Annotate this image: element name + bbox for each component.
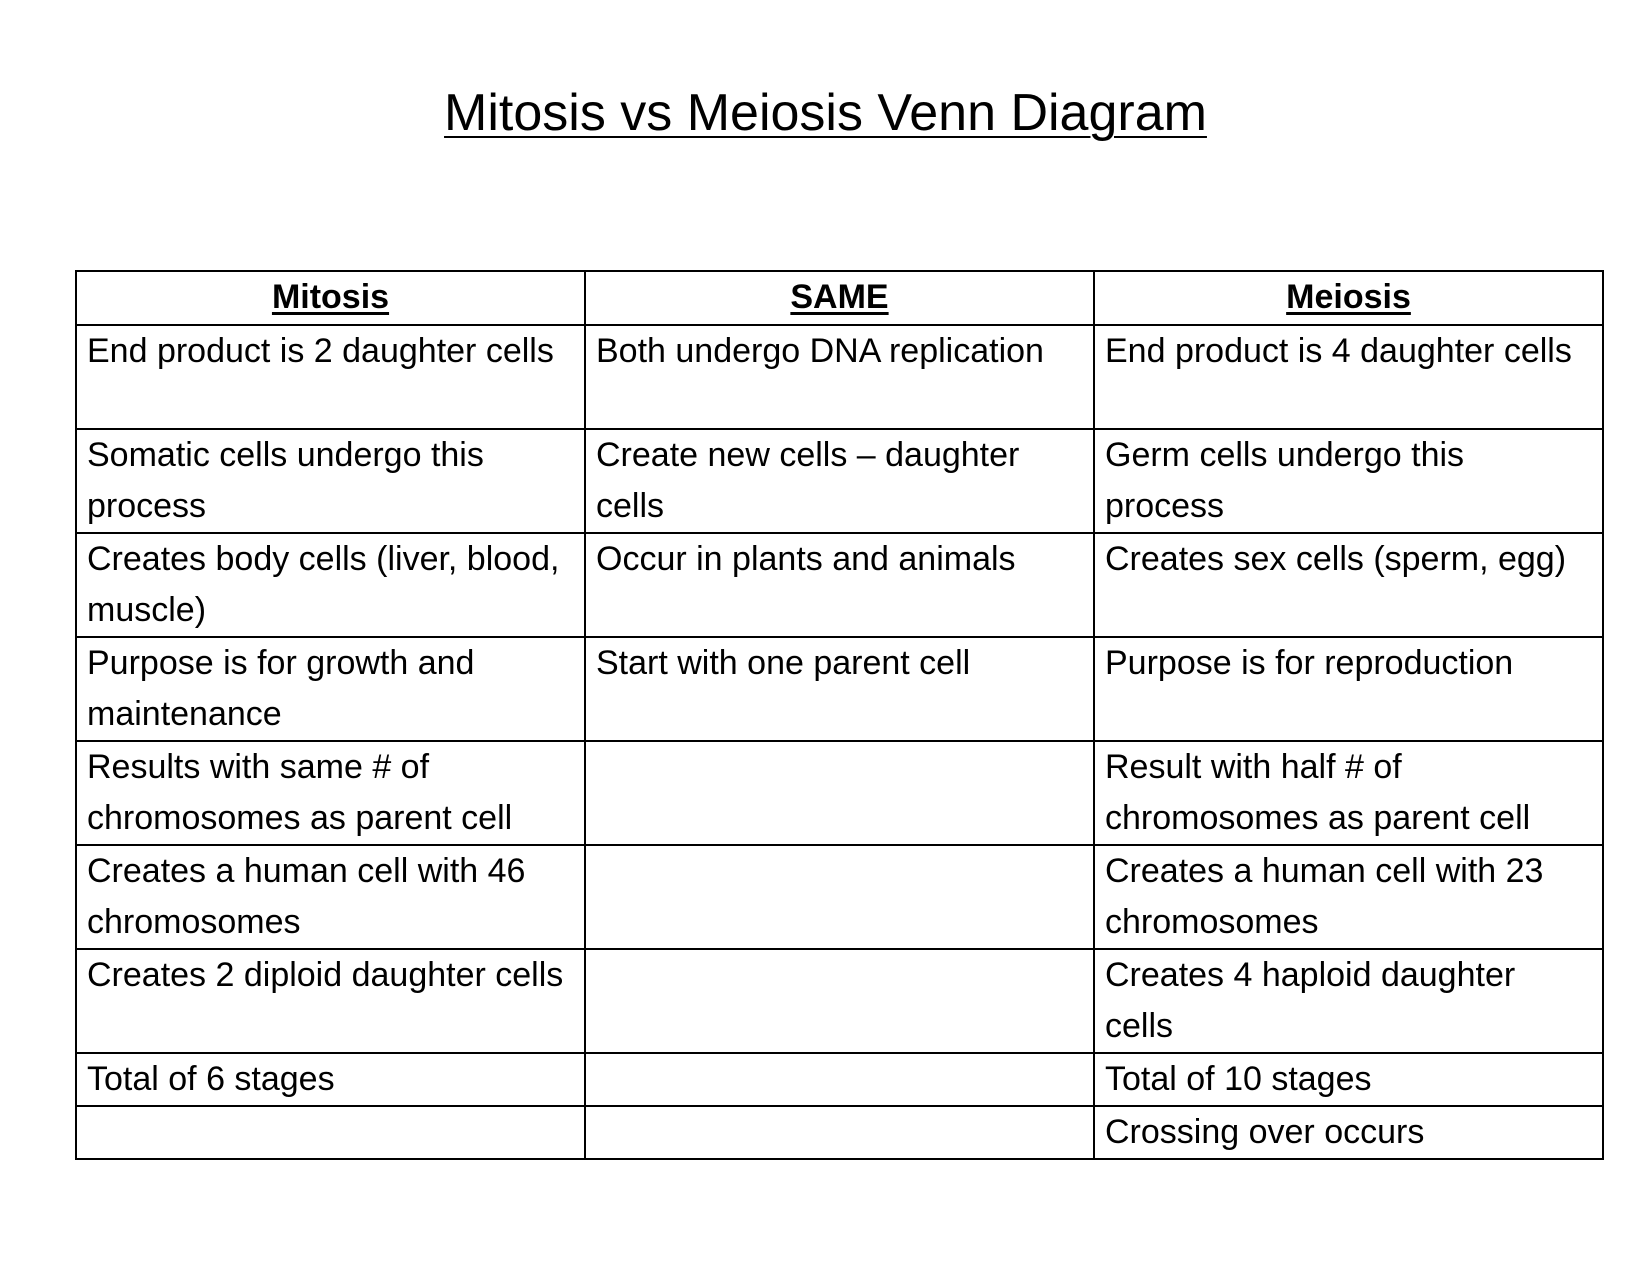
comparison-table (75, 270, 1604, 1160)
cell-mitosis: Somatic cells undergo this process (76, 429, 585, 533)
cell-mitosis: Purpose is for growth and maintenance (76, 637, 585, 741)
header-row (76, 271, 1603, 325)
header-same-label: SAME (790, 278, 889, 316)
cell-same: Both undergo DNA replication (585, 325, 1094, 429)
table-row (76, 325, 1603, 429)
cell-meiosis: Creates 4 haploid daughter cells (1094, 949, 1603, 1053)
table-row (76, 1053, 1603, 1106)
cell-same (585, 1106, 1094, 1159)
cell-same (585, 1053, 1094, 1106)
cell-mitosis: Results with same # of chromosomes as parent cell (76, 741, 585, 845)
cell-mitosis: Creates body cells (liver, blood, muscle) (76, 533, 585, 637)
cell-mitosis: Creates a human cell with 46 chromosomes (76, 845, 585, 949)
cell-meiosis: End product is 4 daughter cells (1094, 325, 1603, 429)
cell-meiosis: Germ cells undergo this process (1094, 429, 1603, 533)
table-row (76, 429, 1603, 533)
cell-meiosis: Creates sex cells (sperm, egg) (1094, 533, 1603, 637)
cell-meiosis: Purpose is for reproduction (1094, 637, 1603, 741)
cell-same: Create new cells – daughter cells (585, 429, 1094, 533)
cell-same (585, 741, 1094, 845)
cell-meiosis: Result with half # of chromosomes as parent cell (1094, 741, 1603, 845)
table-row (76, 741, 1603, 845)
cell-mitosis: Creates 2 diploid daughter cells (76, 949, 585, 1053)
page-title (0, 82, 1651, 144)
cell-meiosis: Creates a human cell with 23 chromosomes (1094, 845, 1603, 949)
table-row (76, 845, 1603, 949)
header-meiosis-label: Meiosis (1286, 278, 1411, 316)
cell-same (585, 949, 1094, 1053)
cell-mitosis: Total of 6 stages (76, 1053, 585, 1106)
cell-meiosis: Total of 10 stages (1094, 1053, 1603, 1106)
header-mitosis (76, 271, 585, 325)
table-row (76, 949, 1603, 1053)
cell-mitosis: End product is 2 daughter cells (76, 325, 585, 429)
header-mitosis-label: Mitosis (271, 278, 390, 316)
cell-same: Start with one parent cell (585, 637, 1094, 741)
cell-meiosis: Crossing over occurs (1094, 1106, 1603, 1159)
header-same (585, 271, 1094, 325)
table-row (76, 1106, 1603, 1159)
cell-mitosis (76, 1106, 585, 1159)
page-title-text: Mitosis vs Meiosis Venn Diagram (444, 84, 1207, 142)
table-row (76, 533, 1603, 637)
table-row (76, 637, 1603, 741)
header-meiosis (1094, 271, 1603, 325)
cell-same: Occur in plants and animals (585, 533, 1094, 637)
cell-same (585, 845, 1094, 949)
